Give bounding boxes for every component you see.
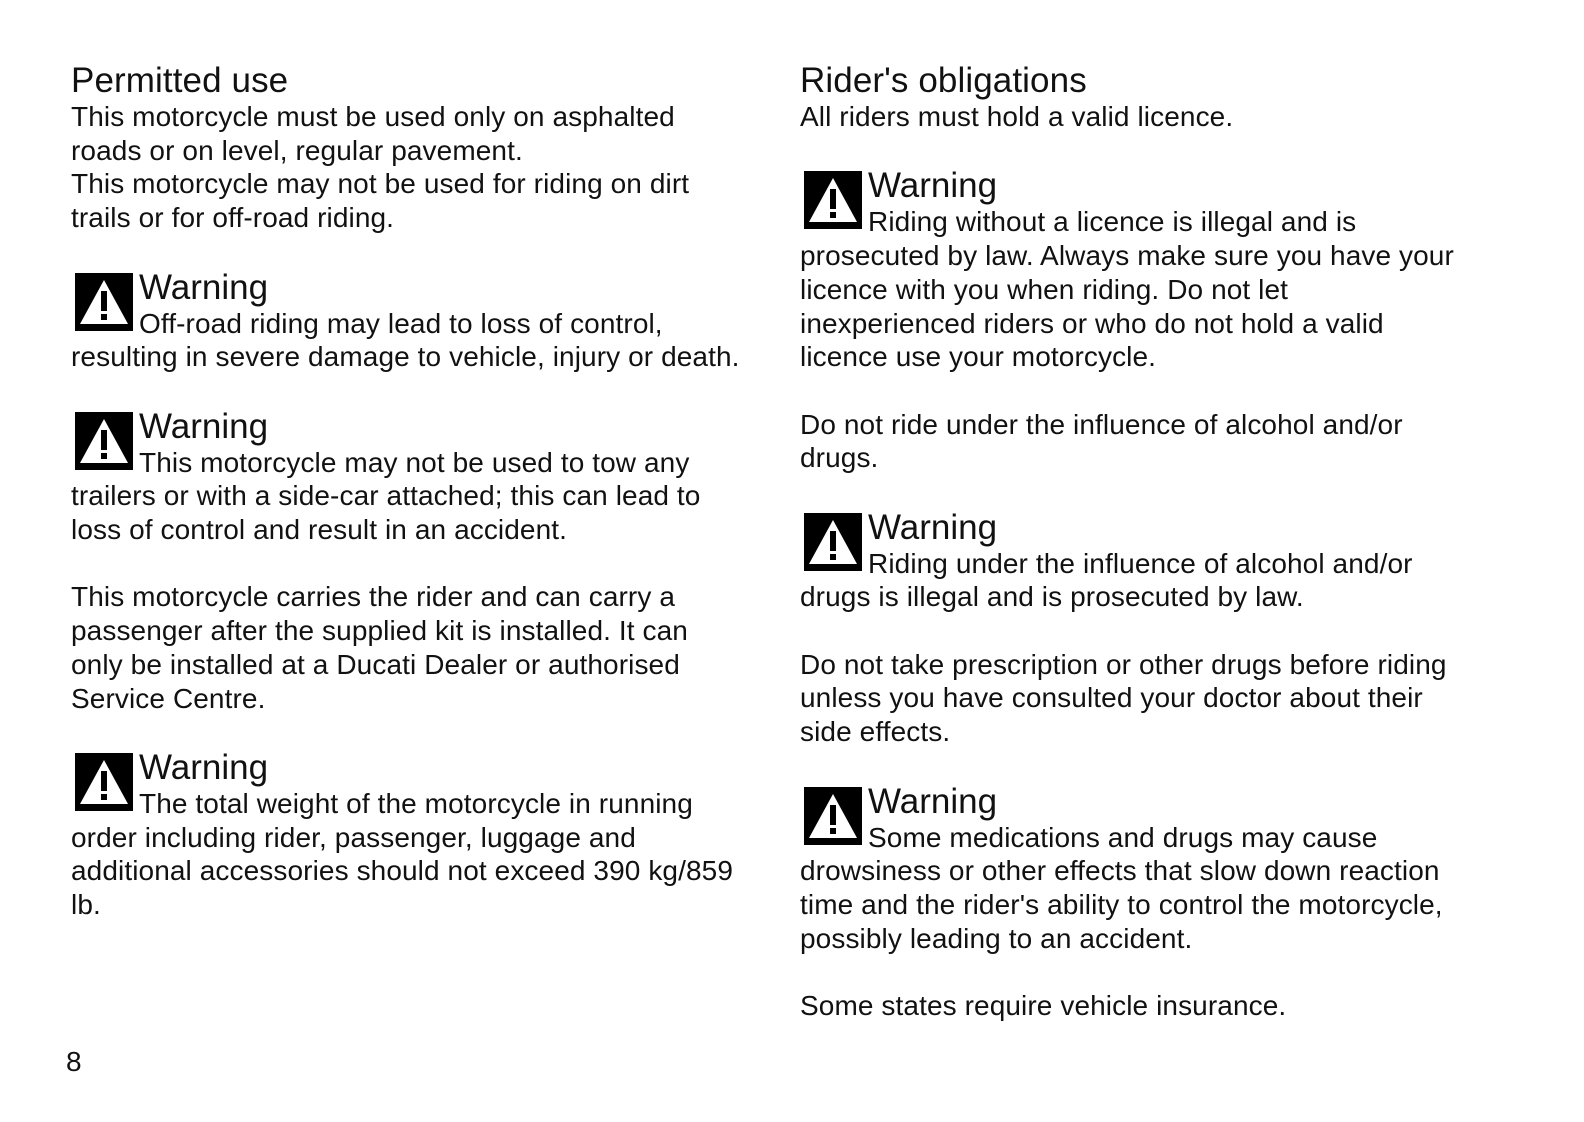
passenger-text [71,580,776,715]
text-line: additional accessories should not exceed 390 kg/859 [71,855,733,887]
text-line: roads or on level, regular pavement. [71,134,523,166]
text-line: This motorcycle must be used only on asphalted [71,101,675,132]
warning-title: Warning [868,781,998,821]
warning-title: Warning [139,406,269,446]
warning-title: Warning [868,507,998,547]
section-heading-riders-obligations: Rider's obligations [800,61,1087,100]
text-line: trailers or with a side-car attached; this can lead to [71,480,701,512]
text-line: time and the rider's ability to control the motorcycle, [800,888,1443,920]
right-column [800,62,1500,1023]
warning-licence [800,167,1500,374]
warning-triangle-icon [804,787,862,845]
warning-text [71,446,776,547]
text-line: This motorcycle carries the rider and can carry a [71,581,676,613]
text-line: All riders must hold a valid licence. [800,101,1234,132]
text-line: Some states require vehicle insurance. [800,990,1287,1022]
text-line: licence use your motorcycle. [800,341,1157,373]
text-line: trails or for off-road riding. [71,202,395,234]
permitted-use-text [71,100,776,235]
section-heading-permitted-use: Permitted use [71,61,289,100]
text-line: resulting in severe damage to vehicle, injury or death. [71,341,740,373]
text-line: Off-road riding may lead to loss of control, [139,307,663,339]
text-line: Riding under the influence of alcohol and/or [868,547,1413,579]
text-line: drugs is illegal and is prosecuted by law. [800,581,1304,613]
text-line: unless you have consulted your doctor about their [800,682,1423,714]
warning-triangle-icon [804,513,862,571]
text-line: licence with you when riding. Do not let [800,273,1289,305]
warning-towing [71,408,776,547]
text-line: Do not ride under the influence of alcohol and/or [800,408,1403,440]
text-line: loss of control and result in an accident. [71,514,568,545]
text-line: Riding without a licence is illegal and is [868,206,1357,238]
warning-text [71,787,776,922]
text-line: possibly leading to an accident. [800,922,1193,954]
text-line: Service Centre. [71,682,266,714]
page-number: 8 [66,1046,82,1077]
text-line: only be installed at a Ducati Dealer or authorised [71,648,680,680]
prescription-text [800,648,1500,749]
text-line: order including rider, passenger, luggage and [71,821,636,853]
text-line: This motorcycle may not be used for riding on dirt [71,168,690,200]
text-line: The total weight of the motorcycle in running [139,787,693,819]
insurance-text [800,989,1500,1023]
text-line: prosecuted by law. Always make sure you have your [800,240,1454,272]
warning-text [71,307,776,374]
warning-text [800,821,1500,956]
text-line: Do not take prescription or other drugs before riding [800,648,1447,680]
warning-triangle-icon [804,171,862,229]
alcohol-text [800,408,1500,475]
text-line: drugs. [800,442,879,474]
warning-title: Warning [139,267,269,307]
text-line: side effects. [800,716,951,748]
left-column [71,62,776,922]
warning-medications [800,783,1500,956]
warning-total-weight [71,749,776,922]
warning-alcohol [800,509,1500,614]
text-line: lb. [71,889,101,920]
warning-text [800,547,1500,614]
warning-triangle-icon [75,412,133,470]
text-line: drowsiness or other effects that slow down reaction [800,855,1440,887]
warning-triangle-icon [75,273,133,331]
warning-text [800,205,1500,374]
warning-triangle-icon [75,753,133,811]
text-line: This motorcycle may not be used to tow any [139,446,690,478]
warning-title: Warning [139,747,269,787]
text-line: inexperienced riders or who do not hold a valid [800,307,1384,339]
warning-off-road [71,269,776,374]
text-line: passenger after the supplied kit is installed. It can [71,615,688,647]
text-line: Some medications and drugs may cause [868,821,1378,853]
warning-title: Warning [868,166,998,206]
licence-text [800,100,1500,134]
